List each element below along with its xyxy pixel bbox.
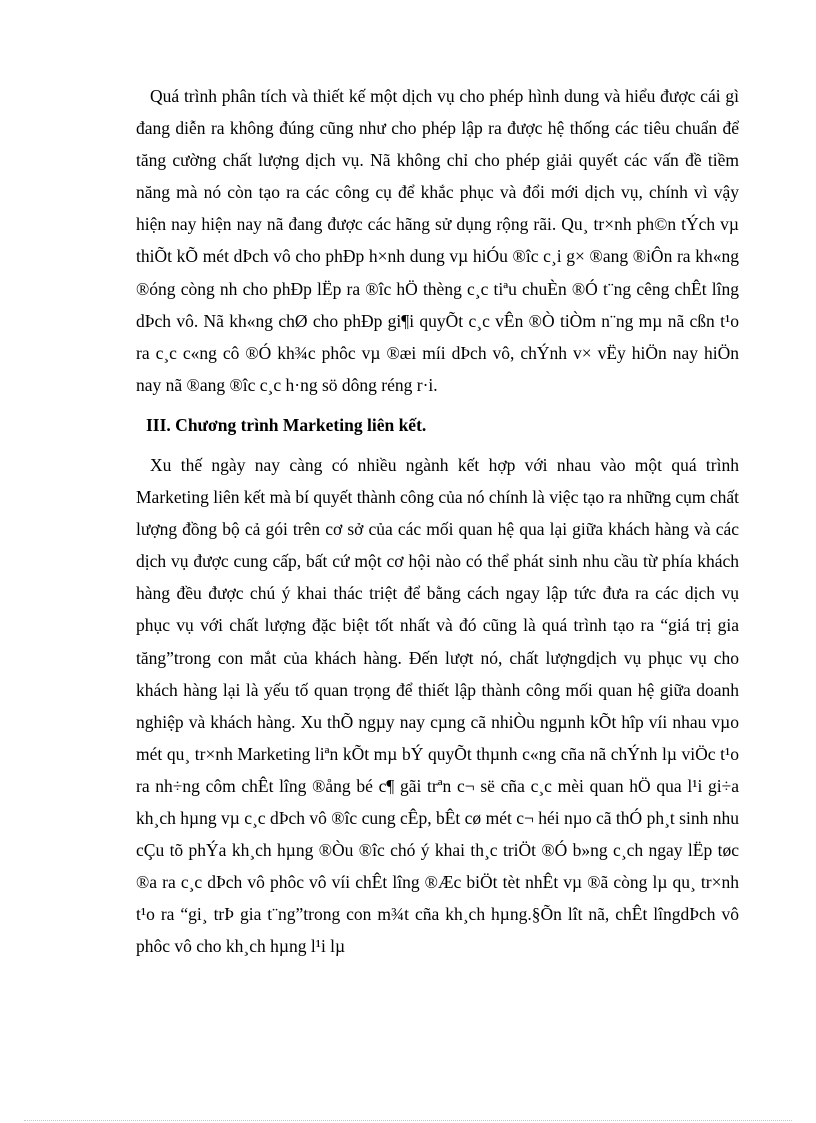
- page-bottom-rule: [24, 1120, 792, 1121]
- paragraph-service-analysis: Quá trình phân tích và thiết kế một dịch vụ cho phép hình dung và hiểu được cái gì đang diễn ra không đúng cũng như cho phép lập ra được hệ thống các tiêu chuẩn để tăng cường chất lượng dịch vụ. Nã không chỉ cho phép giải quyết các vấn đề tiềm năng mà nó còn tạo ra các công cụ để khắc phục và đổi mới dịch vụ, chính vì vậy hiện nay hiện nay nã đang được các hãng sử dụng rộng rãi. Qu¸ tr×nh ph©n tÝch vµ thiÕt kÕ mét dÞch vô cho phÐp h×nh dung vµ hiÓu ®îc c¸i g× ®ang ®iÔn ra kh«ng ®óng còng nh cho phÐp lËp ra ®îc hÖ thèng c¸c tiªu chuÈn ®Ó t¨ng cêng chÊt lîng dÞch vô. Nã kh«ng chØ cho phÐp gi¶i quyÕt c¸c vÊn ®Ò tiÒm n¨ng mµ nã cßn t¹o ra c¸c c«ng cô ®Ó kh¾c phôc vµ ®æi míi dÞch vô, chÝnh v× vËy hiÖn nay hiÖn nay nã ®ang ®îc c¸c h·ng sö dông réng r·i.: [136, 86, 739, 395]
- section-heading: III. Chương trình Marketing liên kết.: [146, 414, 427, 435]
- document-body: [136, 80, 739, 962]
- paragraph-marketing-trend: Xu thế ngày nay càng có nhiều ngành kết hợp với nhau vào một quá trình Marketing liên kết mà bí quyết thành công của nó chính là việc tạo ra những cụm chất lượng đồng bộ cả gói trên cơ sở của các mối quan hệ qua lại giữa khách hàng và các dịch vụ được cung cấp, bất cứ một cơ hội nào có thể phát sinh nhu cầu từ phía khách hàng đều được chú ý khai thác triệt để bằng cách ngay lập tức đưa ra các dịch vụ phục vụ với chất lượng đặc biệt tốt nhất và đó cũng là quá trình tạo ra “giá trị gia tăng”trong con mắt của khách hàng. Đến lượt nó, chất lượngdịch vụ phục vụ cho khách hàng lại là yếu tố quan trọng để thiết lập thành công mối quan hệ giữa doanh nghiệp và khách hàng. Xu thÕ ngµy nay cµng cã nhiÒu ngµnh kÕt hîp víi nhau vµo mét qu¸ tr×nh Marketing liªn kÕt mµ bÝ quyÕt thµnh c«ng cña nã chÝnh lµ viÖc t¹o ra nh÷ng côm chÊt lîng ®ång bé c¶ gãi trªn c¬ së cña c¸c mèi quan hÖ qua l¹i gi÷a kh¸ch hµng vµ c¸c dÞch vô ®îc cung cÊp, bÊt cø mét c¬ héi nµo cã thÓ ph¸t sinh nhu cÇu tõ phÝa kh¸ch hµng ®Òu ®îc chó ý khai th¸c triÖt ®Ó b»ng c¸ch ngay lËp tøc ®a ra c¸c dÞch vô phôc vô víi chÊt lîng ®Æc biÖt tèt nhÊt vµ ®ã còng lµ qu¸ tr×nh t¹o ra “gi¸ trÞ gia t¨ng”trong con m¾t cña kh¸ch hµng.§Õn lît nã, chÊt lîngdÞch vô phôc vô cho kh¸ch hµng l¹i lµ: [136, 454, 739, 957]
